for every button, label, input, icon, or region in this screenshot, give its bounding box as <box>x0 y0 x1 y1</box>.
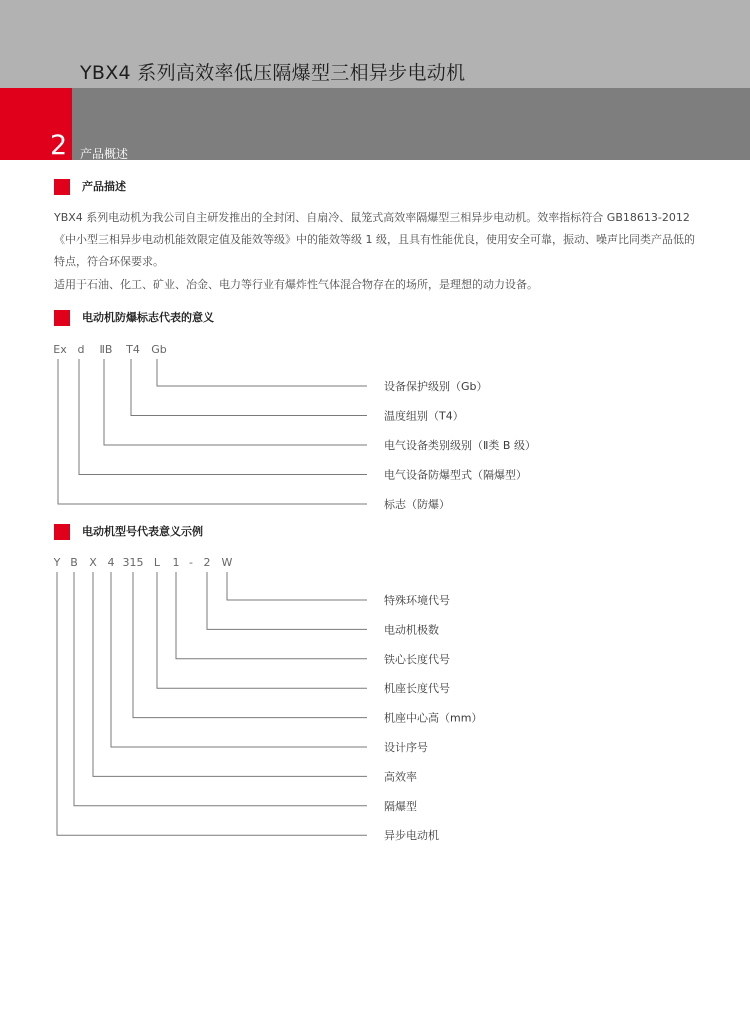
leader-line-4 <box>133 572 367 718</box>
description-paragraph-2: 适用于石油、化工、矿业、冶金、电力等行业有爆炸性气体混合物存在的场所，是理想的动力设备。 <box>54 278 538 291</box>
code-segment-5: L <box>153 556 161 569</box>
code-label-7: 电动机极数 <box>384 623 439 637</box>
code-segment-7: 2 <box>203 556 211 569</box>
code-label-3: 设计序号 <box>384 741 428 754</box>
heading-marker-icon <box>54 524 70 540</box>
leader-line-7 <box>207 572 367 629</box>
leader-line-0 <box>58 359 367 504</box>
code-segment-0: Y <box>53 556 61 569</box>
code-dash: - <box>189 556 193 569</box>
document-title: YBX4 系列高效率低压隔爆型三相异步电动机 <box>80 62 466 84</box>
code-label-3: 温度组别（T4） <box>384 409 464 423</box>
heading-marker-icon <box>54 179 70 195</box>
model-code-diagram <box>53 556 483 842</box>
code-label-1: 隔爆型 <box>384 799 417 813</box>
leader-line-2 <box>93 572 367 776</box>
code-segment-4: Gb <box>151 343 167 356</box>
code-label-8: 特殊环境代号 <box>384 594 450 607</box>
leader-line-5 <box>157 572 367 688</box>
code-segment-6: 1 <box>172 556 180 569</box>
code-segment-0: Ex <box>53 343 67 356</box>
code-label-6: 铁心长度代号 <box>384 652 450 666</box>
code-segment-2: ⅡB <box>99 343 113 356</box>
leader-line-3 <box>131 359 367 416</box>
leader-line-0 <box>57 572 367 835</box>
code-label-2: 电气设备类别级别（Ⅱ类 B 级） <box>384 439 536 452</box>
code-segment-8: W <box>221 556 233 569</box>
leader-line-2 <box>104 359 367 445</box>
leader-line-6 <box>176 572 367 659</box>
code-segment-3: T4 <box>126 343 140 356</box>
code-label-1: 电气设备防爆型式（隔爆型） <box>384 468 527 482</box>
leader-line-3 <box>111 572 367 747</box>
code-label-0: 异步电动机 <box>384 829 439 843</box>
code-label-4: 机座中心高（mm） <box>384 711 483 725</box>
section-title: 产品概述 <box>80 147 129 161</box>
leader-line-1 <box>74 572 367 806</box>
leader-line-8 <box>227 572 367 600</box>
code-label-2: 高效率 <box>384 770 417 784</box>
code-segment-3: 4 <box>107 556 115 569</box>
description-paragraph-1: YBX4 系列电动机为我公司自主研发推出的全封闭、自扇冷、鼠笼式高效率隔爆型三相异步电动机。效率指标符合 GB18613-2012《中小型三相异步电动机能效限定值及能效等级》中的能效等级 1 级，且具有性能优良，使用安全可靠，振动、噪声比同类产品低的特点，符合环保要求。 <box>54 211 695 268</box>
code-segment-4: 315 <box>122 556 144 569</box>
leader-line-1 <box>79 359 367 475</box>
code-label-5: 机座长度代号 <box>384 682 450 696</box>
code-segment-2: X <box>89 556 97 569</box>
code-segment-1: B <box>70 556 78 569</box>
leader-line-4 <box>157 359 367 386</box>
code-label-0: 标志（防爆） <box>384 498 450 511</box>
code-segment-1: d <box>77 343 85 356</box>
heading-marker-icon <box>54 310 70 326</box>
code-label-4: 设备保护级别（Gb） <box>384 380 488 393</box>
explosion-marking-diagram <box>53 343 536 511</box>
section-number: 2 <box>50 130 68 161</box>
